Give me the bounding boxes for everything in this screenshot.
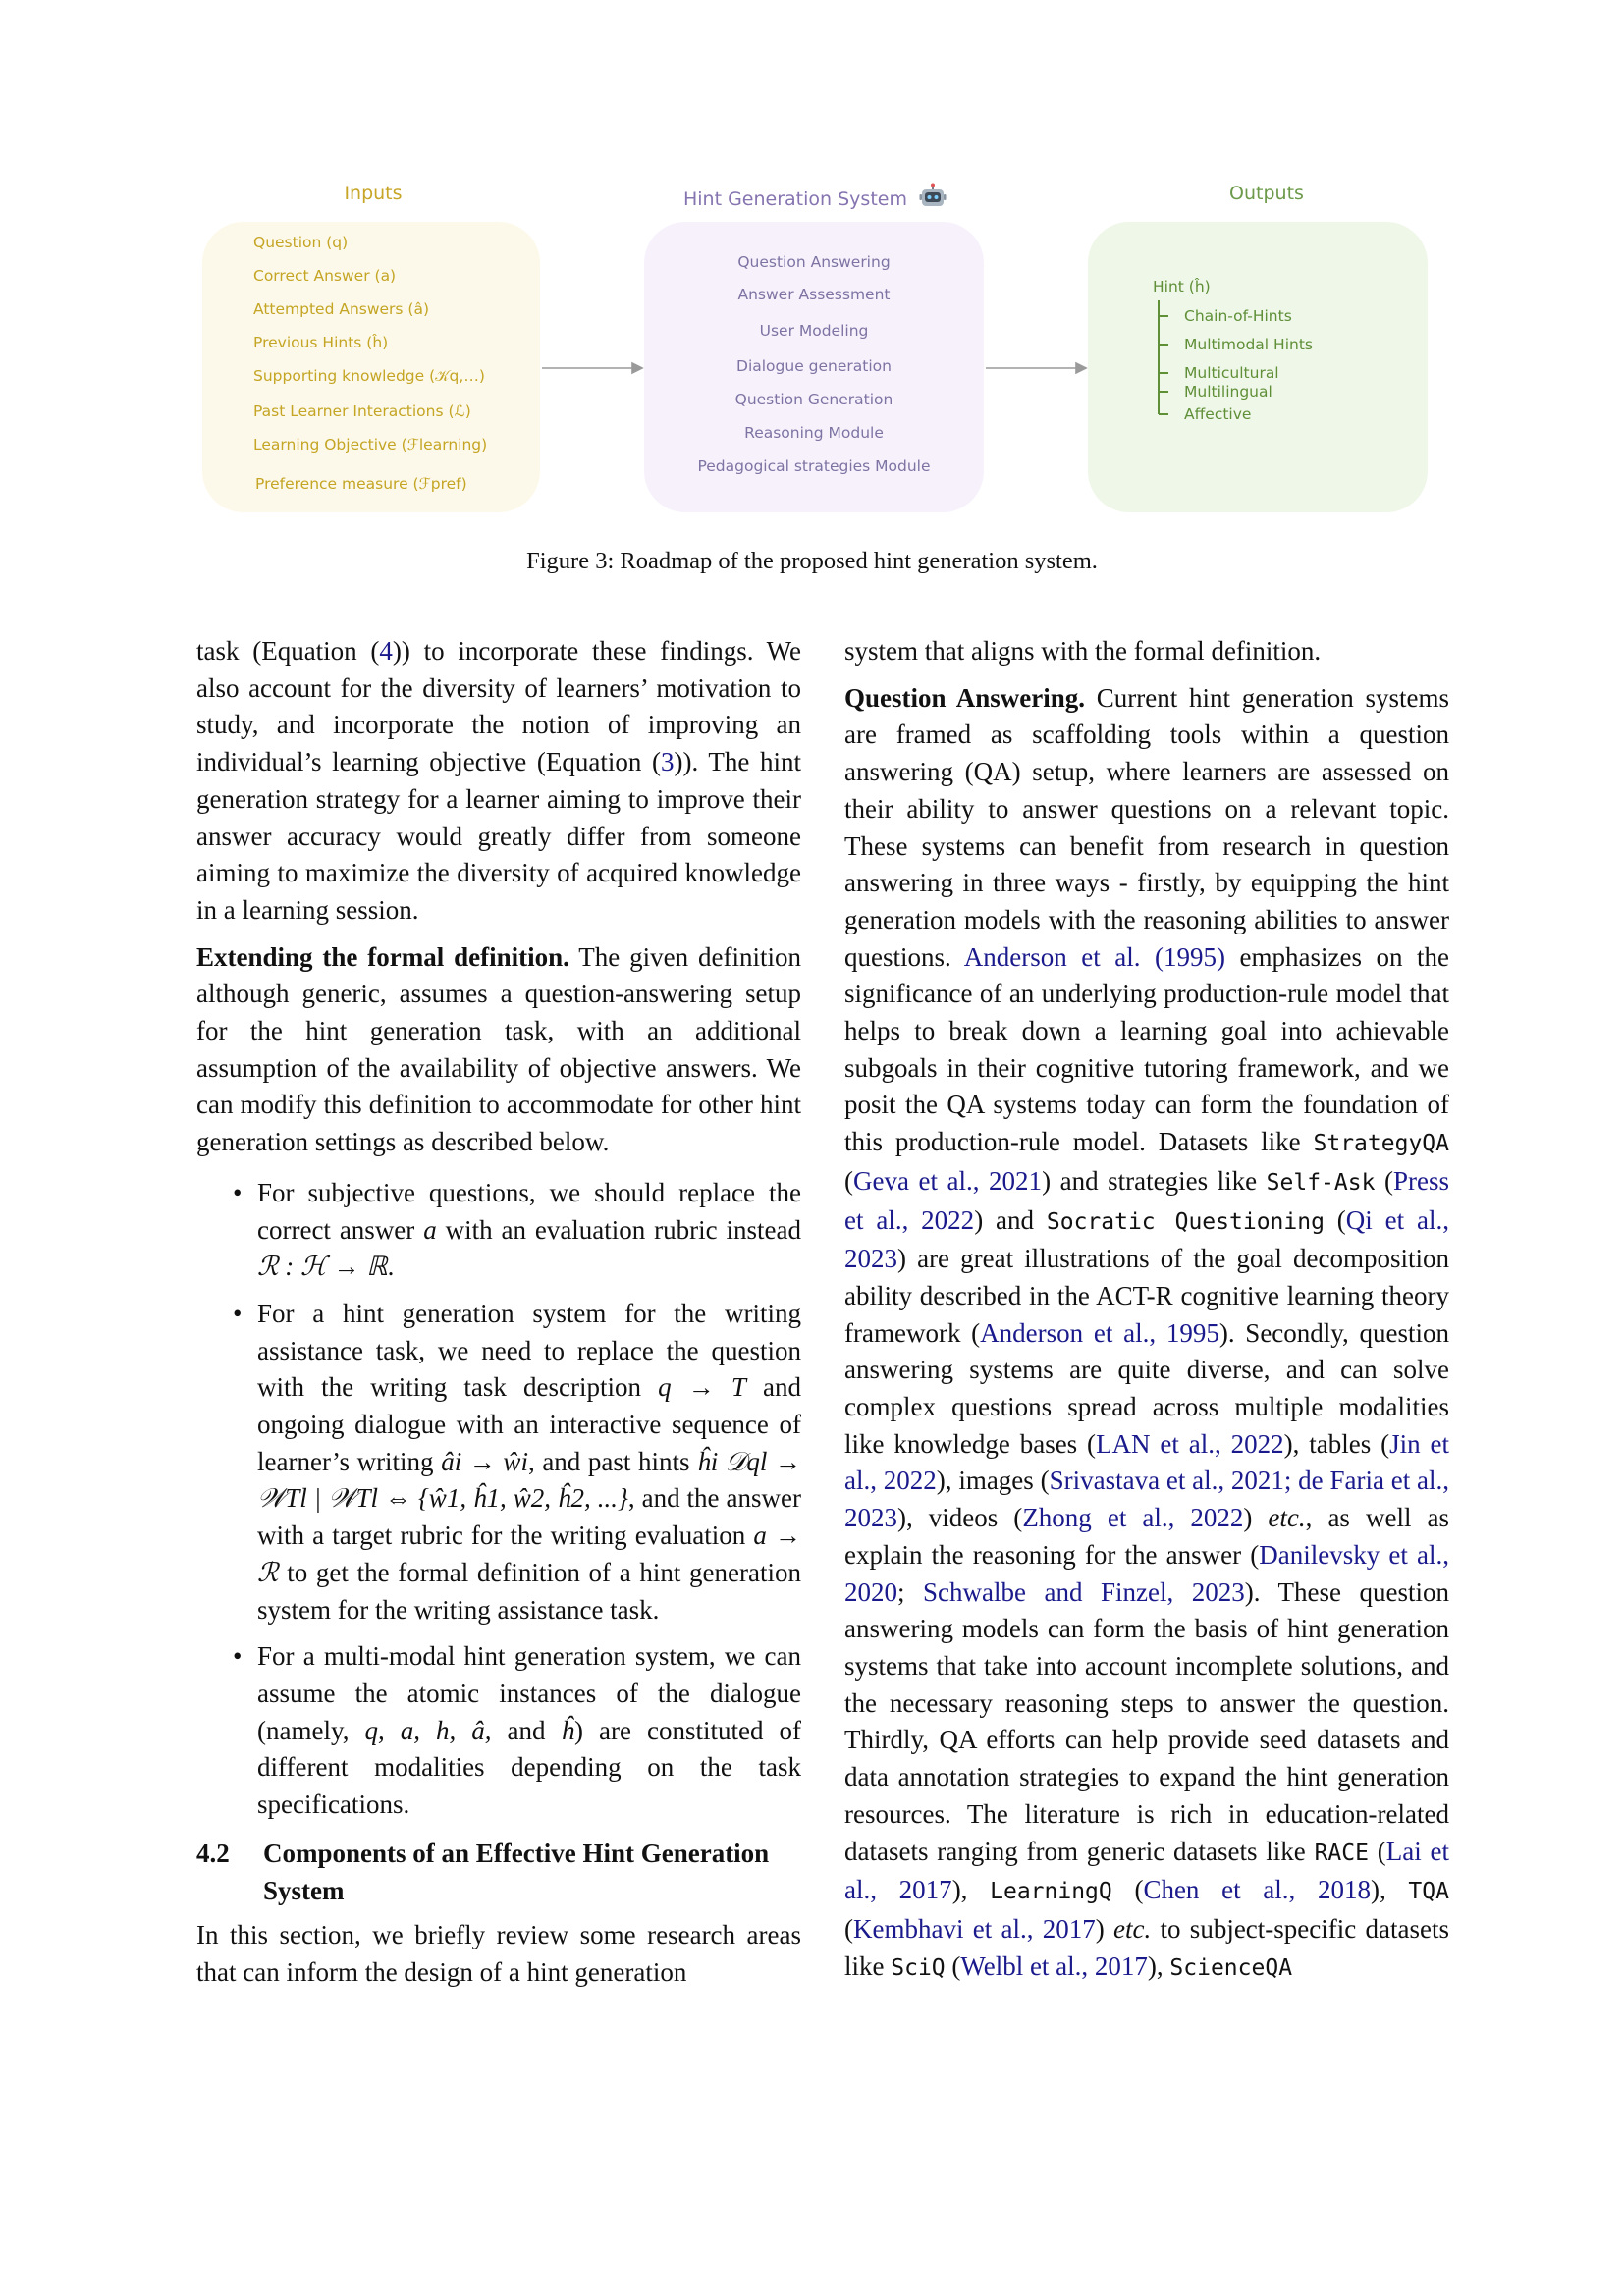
inputs-title: Inputs [344,183,403,204]
citation-kembhavi-2017[interactable]: Kembhavi et al., 2017 [853,1913,1096,1944]
bullet-list [196,1175,801,1824]
dataset-name: StrategyQA [1313,1131,1449,1157]
system-answer-assessment: Answer Assessment [737,286,891,303]
citation-press-2022[interactable]: Press et al., 2022 [844,1165,1449,1235]
dataset-name: TQA [1408,1879,1449,1905]
input-correct-answer: Correct Answer (a) [253,267,397,285]
citation-danilevsky-2020[interactable]: Danilevsky et al., 2020 [844,1539,1449,1607]
bullet-multimodal: • For a multi-modal hint generation system, we can assume the atomic instances of the dialogue (namely, q, a, h, â, and ĥ) are constituted of different modalities depending on the task specifications. [233,1641,802,1820]
system-question-generation: Question Generation [734,391,893,408]
citation-welbl-2017[interactable]: Welbl et al., 2017 [960,1950,1148,1981]
section-heading [196,1836,801,1909]
citation-schwalbe-2023[interactable]: Schwalbe and Finzel, 2023 [923,1576,1245,1607]
citation-zhong-2022[interactable]: Zhong et al., 2022 [1022,1503,1244,1533]
outputs-title: Outputs [1229,183,1304,204]
citation-anderson-1995[interactable]: Anderson et al. (1995) [963,941,1226,972]
input-previous-hints: Previous Hints (ĥ) [253,334,389,351]
figure-roadmap [196,167,1434,589]
input-question: Question (q) [253,234,349,251]
input-past-interactions: Past Learner Interactions (ℒ) [253,402,471,420]
dataset-name: SciQ [891,1954,946,1981]
system-title [636,183,994,210]
output-multilingual: Multilingual [1184,383,1272,400]
citation-lan-2022[interactable]: LAN et al., 2022 [1096,1428,1284,1459]
output-hint-root: Hint (ĥ) [1153,278,1211,295]
equation-ref-3[interactable]: 3 [660,747,675,777]
left-column [196,633,801,1992]
input-supporting-knowledge: Supporting knowledge (𝒦q,…) [253,367,485,385]
outputs-panel [1088,222,1428,512]
system-user-modeling: User Modeling [759,322,869,340]
output-multimodal-hints: Multimodal Hints [1184,336,1313,353]
input-preference-measure: Preference measure (ℱpref) [255,475,467,493]
output-chain-of-hints: Chain-of-Hints [1184,307,1292,325]
dataset-name: ScienceQA [1169,1954,1293,1981]
right-column [844,633,1449,1987]
input-learning-objective: Learning Objective (ℱlearning) [253,436,488,454]
arrow-head-inputs [632,363,642,373]
paragraph-section-intro: In this section, we briefly review some research areas that can inform the design of a hint generation [196,1920,801,1987]
figure-caption: Figure 3: Roadmap of the proposed hint generation system. [526,548,1098,574]
paragraph-question-answering: Question Answering. Current hint generation systems are framed as scaffolding tools within a question answering (QA) setup, where learners are assessed on their ability to answer questions on a relevant topic. These systems can benefit from research in question answering in three ways - firstly, by equipping the hint generation models with the reasoning abilities to answer questions. Anderson et al. (1995) emphasizes on the significance of an underlying production-rule model that helps to break down a learning goal into achievable subgoals in their cognitive tutoring framework, and we posit the QA systems today can form the foundation of this production-rule model. Datasets like StrategyQA (Geva et al., 2021) and strategies like Self-Ask (Press et al., 2022) and Socratic Questioning (Qi et al., 2023) are great illustrations of the goal decomposition ability described in the ACT-R cognitive learning theory framework (Anderson et al., 1995). Secondly, question answering systems are quite diverse, and can solve complex questions spread across multiple modalities like knowledge bases (LAN et al., 2022), tables (Jin et al., 2022), images (Srivastava et al., 2021; de Faria et al., 2023), videos (Zhong et al., 2022) etc., as well as explain the reasoning for the answer (Danilevsky et al., 2020; Schwalbe and Finzel, 2023). These question answering models can form the basis of hint generation systems that take into account incomplete solutions, and the necessary reasoning steps to answer the question. Thirdly, QA efforts can help provide seed datasets and data annotation strategies to expand the hint generation resources. The literature is rich in education-related datasets ranging from generic datasets like RACE (Lai et al., 2017), LearningQ (Chen et al., 2018), TQA (Kembhavi et al., 2017) etc. to subject-specific datasets like SciQ (Welbl et al., 2017), ScienceQA [844,682,1450,1981]
input-attempted-answers: Attempted Answers (â) [253,300,430,318]
paragraph-continuation: system that aligns with the formal definition. [844,636,1322,666]
system-panel [644,222,984,512]
method-name: Socratic Questioning [1046,1208,1325,1235]
paragraph-heading: Extending the formal definition. [196,941,569,972]
bullet-subjective-questions: • For subjective questions, we should replace the correct answer a with an evaluation rubric instead ℛ : ℋ → ℝ. [233,1177,802,1282]
citation-anderson-1995-b[interactable]: Anderson et al., 1995 [980,1317,1219,1348]
paragraph-heading: Question Answering. [844,682,1086,713]
dataset-name: RACE [1314,1840,1369,1866]
citation-srivastava-defaria[interactable]: Srivastava et al., 2021; de Faria et al., 2023 [844,1466,1449,1533]
system-title-text: Hint Generation System [682,188,907,210]
paragraph-extending-definition: Extending the formal definition. The given definition although generic, assumes a question-answering setup for the hint generation task, with an additional assumption of the availability of objective answers. We can modify this definition to accommodate for other hint generation settings as described below. [196,941,801,1157]
output-affective: Affective [1184,405,1252,423]
system-dialogue-generation: Dialogue generation [736,357,892,375]
method-name: Self-Ask [1266,1169,1376,1196]
citation-jin-2022[interactable]: Jin et al., 2022 [844,1428,1449,1496]
section-title: Components of an Effective Hint Generation System [263,1838,770,1905]
equation-ref-4[interactable]: 4 [379,636,393,666]
robot-icon [919,183,947,210]
citation-geva-2021[interactable]: Geva et al., 2021 [853,1165,1043,1196]
arrow-head-outputs [1076,363,1086,373]
citation-chen-2018[interactable]: Chen et al., 2018 [1143,1875,1371,1905]
system-pedagogical-module: Pedagogical strategies Module [697,457,931,475]
bullet-writing-assistance: • For a hint generation system for the writing assistance task, we need to replace the question with the writing task description q → T and ongoing dialogue with an interactive sequence of learner’s writing âi → ŵi, and past hints ĥi 𝒟ql → 𝒲Tl | 𝒲Tl ⇔ {ŵ1, ĥ1, ŵ2, ĥ2, ...}, and the answer with a target rubric for the writing evaluation a → ℛ to get the formal definition of a hint generation system for the writing assistance task. [233,1298,801,1625]
system-reasoning-module: Reasoning Module [744,424,884,442]
citation-qi-2023[interactable]: Qi et al., 2023 [844,1204,1449,1274]
system-question-answering: Question Answering [737,253,891,271]
citation-lai-2017[interactable]: Lai et al., 2017 [844,1836,1449,1905]
dataset-name: LearningQ [990,1879,1112,1905]
inputs-panel [202,222,540,512]
output-multicultural: Multicultural [1184,364,1279,382]
section-number: 4.2 [196,1838,230,1868]
paragraph-findings: task (Equation (4)) to incorporate these findings. We also account for the diversity of learners’ motivation to study, and incorporate the notion of improving an individual’s learning objective (Equation (3)). The hint generation strategy for a learner aiming to improve their answer accuracy would greatly differ from someone aiming to maximize the diversity of acquired knowledge in a learning session. [196,636,801,925]
